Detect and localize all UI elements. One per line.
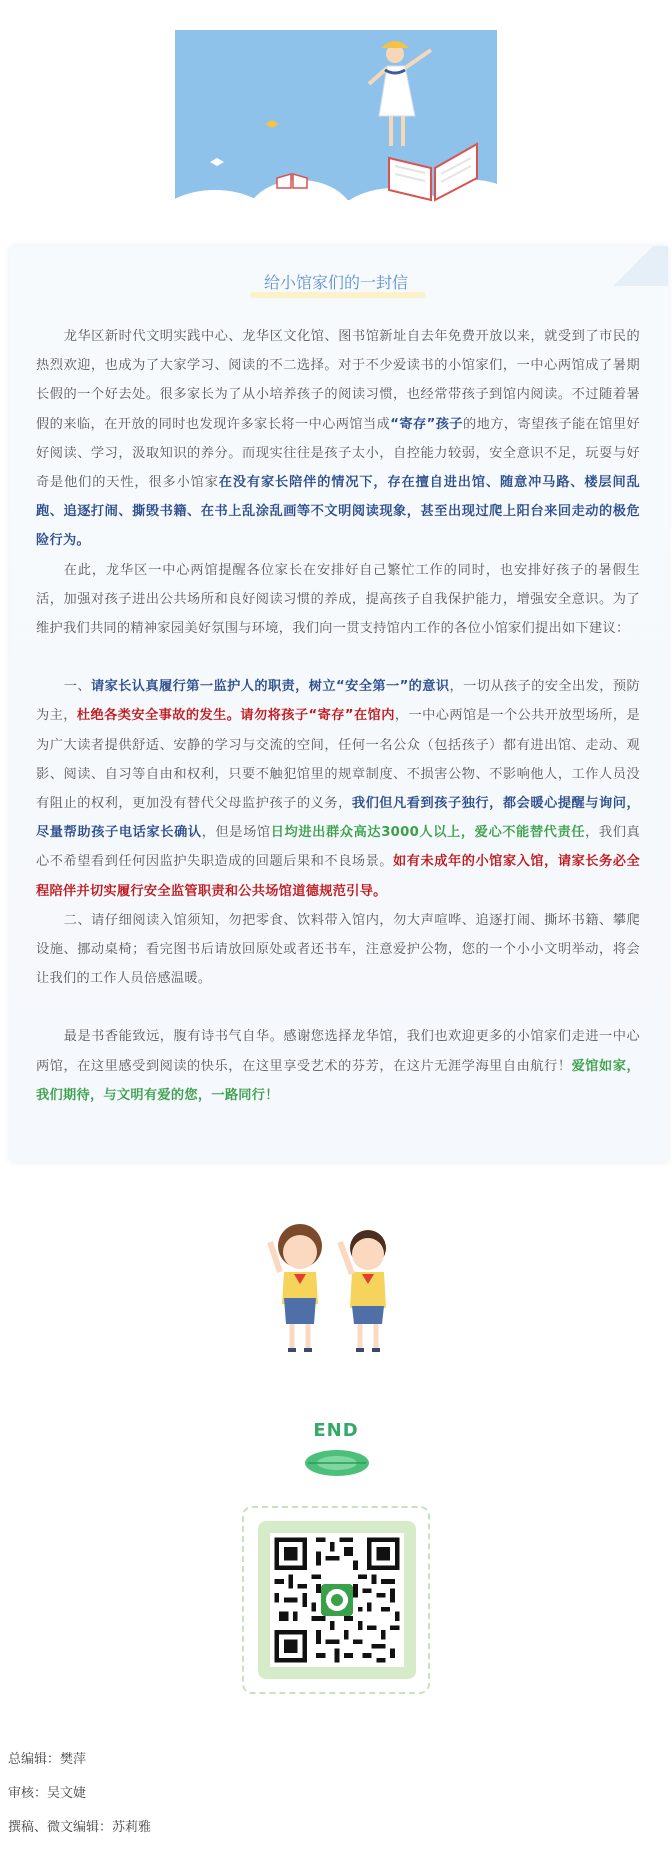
suggestion-two: 二、请仔细阅读入馆须知，勿把零食、饮料带入馆内，勿大声喧哗、追逐打闹、撕坏书籍、攀爬设施、挪动桌椅；看完图书后请放回原处或者还书车，注意爱护公物，您的一个小小文明举动，将会让我们的工作人员倍感温暖。 [36,912,640,987]
small-book-icon [275,172,309,190]
paragraph-intro: 龙华区新时代文明实践中心、龙华区文化馆、图书馆新址自去年免费开放以来，就受到了市民的热烈欢迎，也成为了大家学习、阅读的不二选择。对于不少爱读书的小馆家们，一中心两馆成了暑期长假的一个好去处。很多家长为了从小培养孩子的阅读习惯，也经常带孩子到馆内阅读。不过随着暑假的来临，在开放的同时也发现许多家长将一中心两馆当成“寄存”孩子的地方，寄望孩子能在馆里好好阅读、学习，汲取知识的养分。而现实往往是孩子太小，自控能力较弱，安全意识不足，玩耍与好奇是他们的天性，很多小馆家在没有家长陪伴的情况下，存在擅自进出馆、随意冲马路、楼层间乱跑、追逐打闹、撕毁书籍、在书上乱涂乱画等不文明阅读现象，甚至出现过爬上阳台来回走动的极危险行为。 [36,329,640,549]
header-banner-illustration [175,30,497,226]
end-label: END [313,1420,359,1441]
leaf-decoration-icon [302,1448,372,1478]
girl-on-book-icon [365,36,435,156]
qr-code-icon[interactable] [270,1533,404,1667]
paper-icon [210,158,224,166]
credit-writer: 撰稿、微文编辑：苏莉雅 [8,1820,152,1835]
saluting-children-icon [256,1212,416,1362]
letter-body [36,322,640,1110]
credit-editor: 总编辑：樊萍 [8,1752,87,1767]
bird-icon [265,120,279,128]
credit-reviewer: 审核：吴文婕 [8,1786,87,1801]
paragraph-reminder: 在此，龙华区一中心两馆提醒各位家长在安排好自己繁忙工作的同时，也安排好孩子的暑假生活，加强对孩子进出公共场所和良好阅读习惯的养成，提高孩子自我保护能力，增强安全意识。为了维护我们共同的精神家园美好氛围与环境，我们向一贯支持馆内工作的各位小馆家们提出如下建议： [36,562,640,637]
suggestion-one: 一、请家长认真履行第一监护人的职责，树立“安全第一”的意识，一切从孩子的安全出发，预防为主，杜绝各类安全事故的发生。请勿将孩子“寄存”在馆内，一中心两馆是一个公共开放型场所，是为广大读者提供舒适、安静的学习与交流的空间，任何一名公众（包括孩子）都有进出馆、走动、观影、阅读、自习等自由和权利，只要不触犯馆里的规章制度、不损害公物、不影响他人，工作人员没有阻止的权利，更加没有替代父母监护孩子的义务，我们但凡看到孩子独行，都会暖心提醒与询问，尽量帮助孩子电话家长确认，但是场馆日均进出群众高达3000人以上，爱心不能替代责任，我们真心不希望看到任何因监护失职造成的回题后果和不良场景。如有未成年的小馆家入馆，请家长务必全程陪伴并切实履行安全监管职责和公共场馆道德规范引导。 [36,679,641,899]
letter-title: 给小馆家们的一封信 [263,273,408,292]
paragraph-closing: 最是书香能致远，腹有诗书气自华。感谢您选择龙华馆，我们也欢迎更多的小馆家们走进一中心两馆，在这里感受到阅读的快乐，在这里享受艺术的芬芳，在这片无涯学海里自由航行！爱馆如家，我们期待，与文明有爱的您，一路同行！ [36,1029,640,1103]
